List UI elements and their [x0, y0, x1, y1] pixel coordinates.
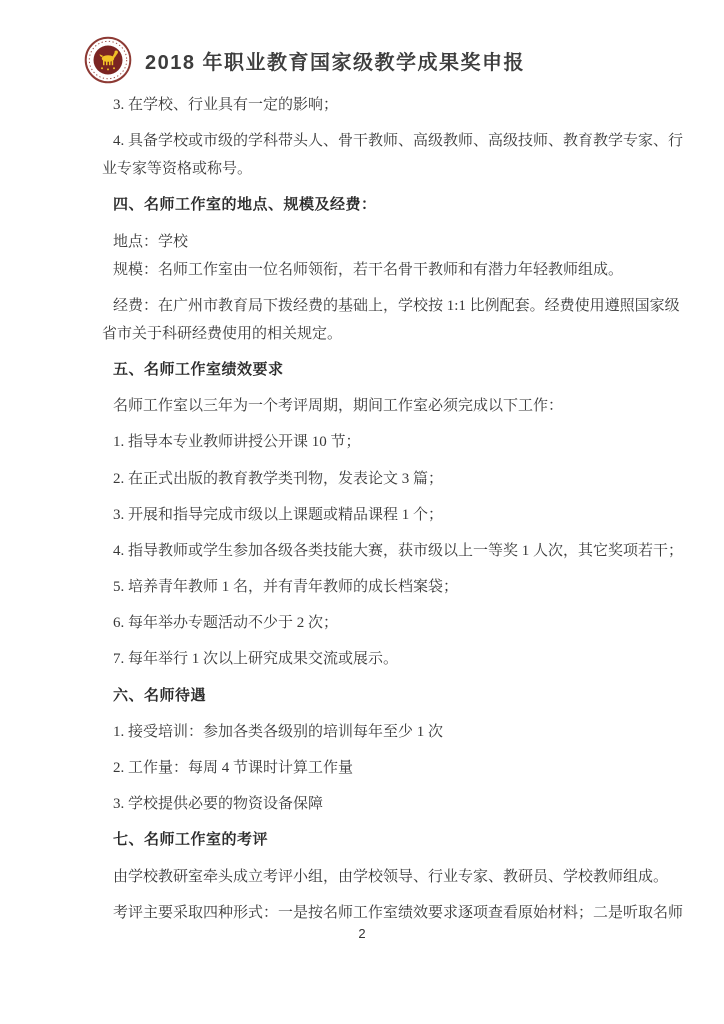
page-title: 2018 年职业教育国家级教学成果奖申报: [145, 51, 526, 74]
text-line: 6. 每年举办专题活动不少于 2 次；: [113, 615, 339, 632]
text-line: 由学校教研室牵头成立考评小组，由学校领导、行业专家、教研员、学校教师组成。: [113, 868, 669, 885]
text-line: 五、名师工作室绩效要求: [113, 360, 284, 378]
section-heading: [102, 826, 662, 854]
text-line: 四、名师工作室的地点、规模及经费：: [113, 196, 377, 214]
text-line: 3. 在学校、行业具有一定的影响；: [113, 97, 339, 113]
text-line: 5. 培养青年教师 1 名，并有青年教师的成长档案袋；: [113, 579, 459, 596]
text-line: 4. 指导教师或学生参加各级各类技能大赛，获市级以上一等奖 1 人次，其它奖项若干；: [113, 542, 684, 559]
page-header: [84, 36, 525, 84]
paragraph: [102, 91, 662, 119]
text-line: 1. 接受培训：参加各类各级别的培训每年至少 1 次: [113, 723, 444, 740]
paragraph: [102, 501, 662, 529]
paragraph: [102, 465, 662, 493]
school-seal-logo: [84, 36, 132, 84]
text-line: 名师工作室以三年为一个考评周期，期间工作室必须完成以下工作：: [113, 398, 564, 415]
text-line: 考评主要采取四种形式：一是按名师工作室绩效要求逐项查看原始材料；二是听取名师: [113, 904, 684, 921]
paragraph: [102, 292, 680, 348]
text-line: 3. 学校提供必要的物资设备保障: [113, 796, 324, 813]
text-line: 经费：在广州市教育局下拨经费的基础上，学校按 1:1 比例配套。经费使用遵照国家级: [113, 297, 680, 314]
text-line: 1. 指导本专业教师讲授公开课 10 节；: [113, 434, 361, 451]
paragraph: [102, 428, 662, 456]
paragraph: [102, 863, 669, 891]
text-line: 2. 工作量：每周 4 节课时计算工作量: [113, 760, 354, 776]
text-line: 业专家等资格或称号。: [102, 161, 253, 178]
paragraph: [102, 718, 662, 746]
page-footer: [0, 925, 724, 943]
paragraph: [102, 573, 662, 601]
text-line: 规模：名师工作室由一位名师领衔，若干名骨干教师和有潜力年轻教师组成。: [113, 261, 624, 278]
text-line: 省市关于科研经费使用的相关规定。: [102, 325, 343, 342]
paragraph: [102, 754, 662, 782]
text-line: 七、名师工作室的考评: [113, 831, 269, 849]
text-line: 地点：学校: [113, 233, 189, 250]
text-line: 7. 每年举行 1 次以上研究成果交流或展示。: [113, 651, 399, 668]
section-heading: [102, 191, 662, 219]
section-heading: [102, 682, 662, 710]
text-line: 3. 开展和指导完成市级以上课题或精品课程 1 个；: [113, 506, 444, 523]
paragraph: [102, 790, 662, 818]
paragraph: [102, 127, 684, 183]
paragraph: [102, 609, 662, 637]
document-body: [102, 91, 684, 935]
paragraph: [102, 392, 662, 420]
page-number: 2: [358, 926, 366, 941]
text-line: 2. 在正式出版的教育教学类刊物，发表论文 3 篇；: [113, 470, 444, 487]
section-heading: [102, 356, 662, 384]
text-line: 4. 具备学校或市级的学科带头人、骨干教师、高级教师、高级技师、教育教学专家、行: [113, 133, 684, 150]
paragraph: [102, 537, 684, 565]
paragraph: [102, 645, 662, 673]
paragraph: [102, 228, 662, 284]
paragraph: [102, 899, 684, 927]
text-line: 六、名师待遇: [113, 686, 207, 704]
